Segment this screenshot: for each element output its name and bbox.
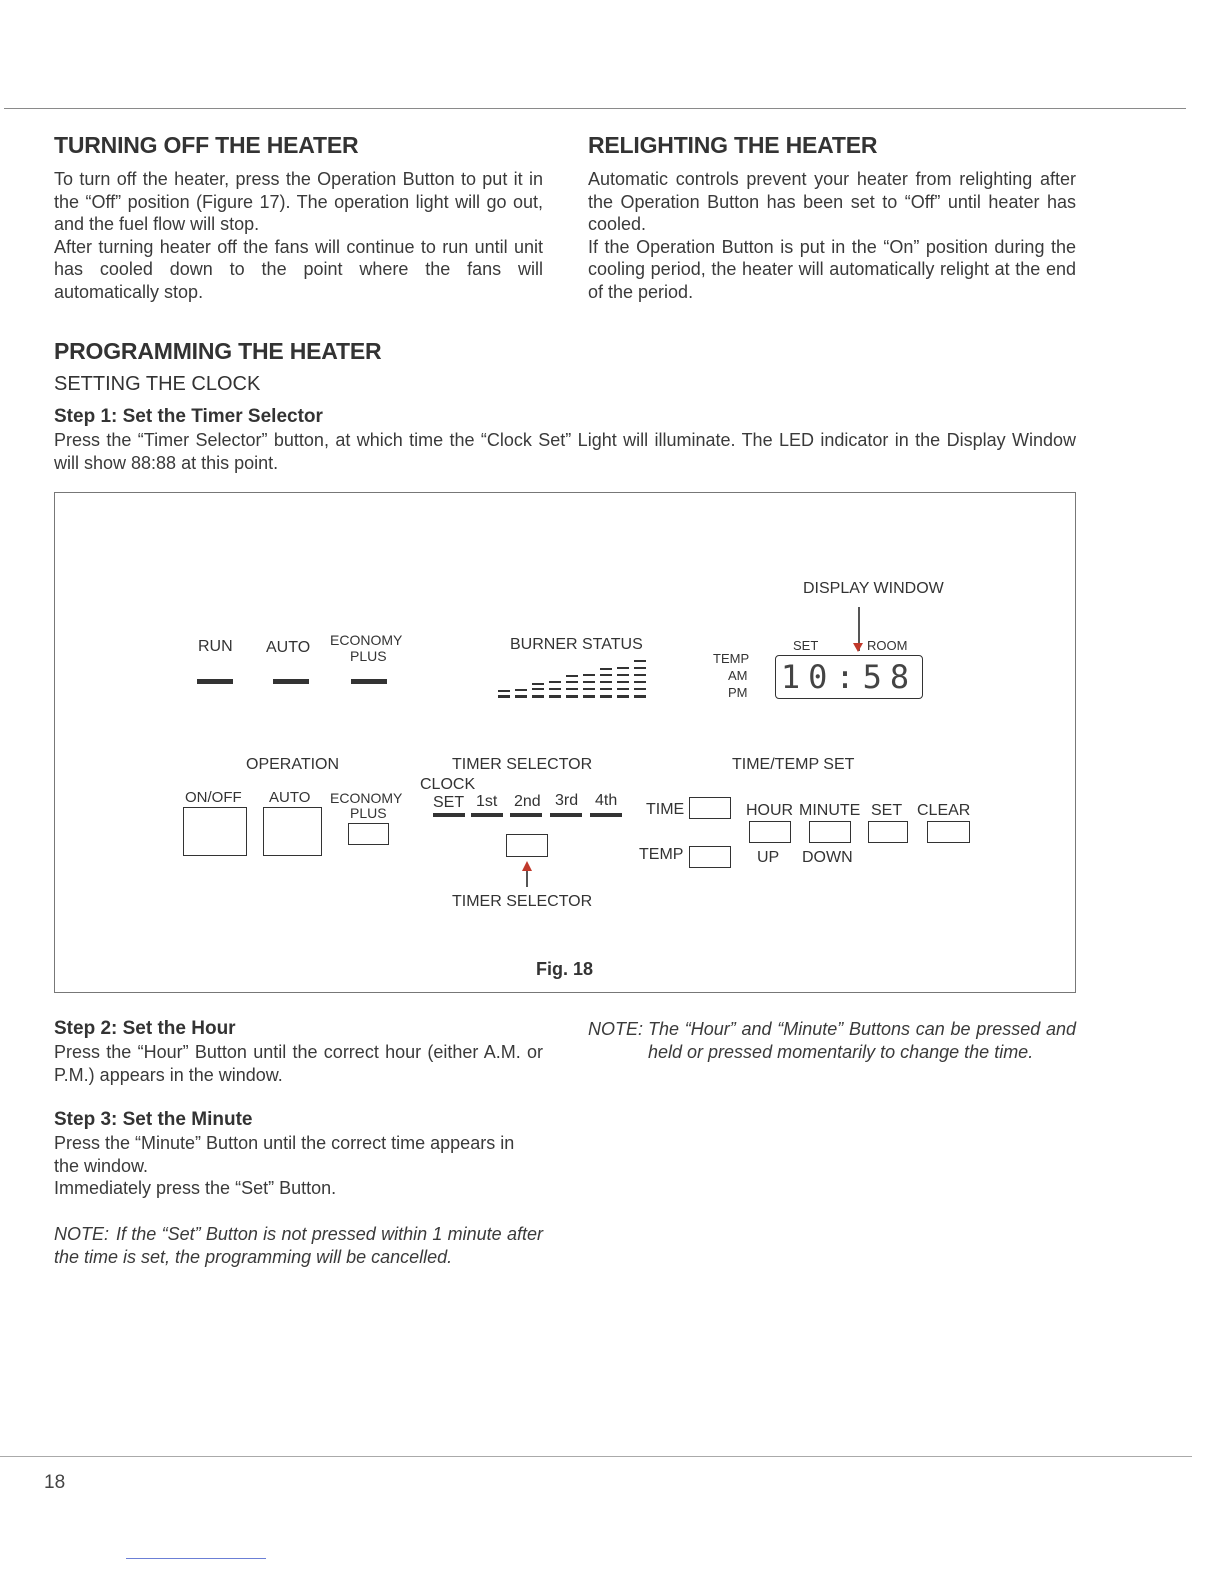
auto-indicator-label: AUTO	[266, 639, 311, 656]
time-button[interactable]	[689, 797, 731, 819]
timer-light-set	[433, 813, 465, 817]
set-button[interactable]	[868, 821, 908, 843]
on-off-button[interactable]	[183, 807, 247, 856]
bottom-rule	[0, 1456, 1192, 1457]
display-pointer-arrow	[853, 643, 863, 652]
control-panel-figure	[54, 492, 1076, 993]
operation-label: OPERATION	[246, 756, 340, 773]
display-pm-label: PM	[728, 685, 748, 700]
economy-button-label: ECONOMY	[330, 790, 403, 806]
economy-indicator-label: ECONOMY	[330, 632, 403, 648]
step1-paragraph: Press the “Timer Selector” button, at which time the “Clock Set” Light will illuminate. The LED indicator in the Display Window will show 88:88 at this point.	[54, 430, 1076, 473]
note1-text	[54, 1223, 543, 1268]
step1-title: Step 1: Set the Timer Selector	[54, 406, 323, 427]
note-hour-minute	[588, 1018, 1076, 1088]
clock-label: CLOCK	[420, 776, 476, 793]
burner-status-label: BURNER STATUS	[510, 636, 643, 653]
relighting-text	[588, 168, 1076, 304]
turning-off-p2: After turning heater off the fans will continue to run until unit has cooled down to the point where the fans will automatically stop.	[54, 236, 543, 302]
display-am-label: AM	[728, 668, 748, 683]
led-display	[775, 655, 923, 699]
relighting-p1: Automatic controls prevent your heater from relighting after the Operation Button has been set to “Off” until heater has cooled.	[588, 169, 1076, 235]
auto-button-label: AUTO	[269, 789, 311, 806]
display-set-label: SET	[793, 638, 819, 653]
plus-indicator-label: PLUS	[350, 648, 387, 664]
set-label: SET	[871, 802, 903, 819]
hour-up-button[interactable]	[749, 821, 791, 843]
turning-off-heading: TURNING OFF THE HEATER	[54, 132, 359, 158]
clear-button[interactable]	[927, 821, 970, 843]
note1-body: If the “Set” Button is not pressed within 1 minute after the time is set, the programming will be cancelled.	[54, 1224, 543, 1267]
note2-text	[648, 1018, 1076, 1063]
timer-slot-1st: 1st	[476, 793, 498, 810]
timer-arrow-head	[522, 861, 532, 871]
footer-blue-line	[126, 1558, 266, 1559]
display-window-label: DISPLAY WINDOW	[803, 580, 944, 597]
note1-label: NOTE:	[54, 1224, 110, 1244]
display-room-label: ROOM	[867, 638, 908, 653]
timer-light-1st	[471, 813, 503, 817]
timer-slot-4th: 4th	[595, 792, 618, 809]
minute-down-button[interactable]	[809, 821, 851, 843]
note-set-button	[54, 1223, 543, 1293]
auto-light	[273, 679, 309, 684]
relighting-p2: If the Operation Button is put in the “On” position during the cooling period, the heater will automatically relight at the end of the period.	[588, 236, 1076, 302]
programming-heading: PROGRAMMING THE HEATER	[54, 338, 382, 364]
led-display-value: 10:58	[780, 658, 918, 696]
temp-button[interactable]	[689, 846, 731, 868]
run-label: RUN	[198, 638, 233, 655]
step3-title: Step 3: Set the Minute	[54, 1109, 253, 1130]
timer-light-4th	[590, 813, 622, 817]
turning-off-text	[54, 168, 543, 304]
turning-off-p1: To turn off the heater, press the Operation Button to put it in the “Off” position (Figure 17). The operation light will go out, and the fuel flow will stop.	[54, 169, 543, 235]
top-rule	[4, 108, 1186, 109]
auto-button[interactable]	[263, 807, 322, 856]
step2-paragraph: Press the “Hour” Button until the correct hour (either A.M. or P.M.) appears in the window.	[54, 1042, 543, 1085]
timer-slot-3rd: 3rd	[555, 792, 579, 809]
step2-text	[54, 1041, 543, 1086]
timer-selector-top-label: TIMER SELECTOR	[452, 756, 593, 773]
note2-body: The “Hour” and “Minute” Buttons can be pressed and held or pressed momentarily to change the time.	[648, 1019, 1076, 1062]
burner-status-bars-icon	[498, 657, 668, 701]
timer-selector-bottom-label: TIMER SELECTOR	[452, 893, 593, 910]
up-label: UP	[757, 849, 780, 866]
on-off-label: ON/OFF	[185, 789, 242, 806]
timer-light-2nd	[510, 813, 542, 817]
step3-paragraph-2: Immediately press the “Set” Button.	[54, 1178, 337, 1199]
timer-slot-2nd: 2nd	[514, 793, 541, 810]
economy-light	[351, 679, 387, 684]
timer-selector-button[interactable]	[506, 834, 548, 857]
temp-label: TEMP	[639, 846, 684, 863]
hour-label: HOUR	[746, 802, 794, 819]
run-light	[197, 679, 233, 684]
timer-slot-set: SET	[433, 794, 465, 811]
relighting-heading: RELIGHTING THE HEATER	[588, 132, 878, 158]
economy-plus-button[interactable]	[348, 823, 389, 845]
time-label: TIME	[646, 801, 685, 818]
time-temp-set-label: TIME/TEMP SET	[732, 756, 855, 773]
plus-button-label: PLUS	[350, 805, 387, 821]
minute-label: MINUTE	[799, 802, 861, 819]
figure-caption: Fig. 18	[536, 959, 594, 979]
step3-text	[54, 1132, 543, 1200]
timer-light-3rd	[550, 813, 582, 817]
step1-text	[54, 429, 1076, 474]
display-temp-label: TEMP	[713, 651, 750, 666]
setting-clock-subheading: SETTING THE CLOCK	[54, 373, 261, 395]
down-label: DOWN	[802, 849, 853, 866]
step3-paragraph-1: Press the “Minute” Button until the correct time appears in the window.	[54, 1133, 515, 1176]
step2-title: Step 2: Set the Hour	[54, 1018, 236, 1039]
note2-label: NOTE:	[588, 1019, 644, 1039]
clear-label: CLEAR	[917, 802, 971, 819]
page-number: 18	[44, 1472, 66, 1493]
